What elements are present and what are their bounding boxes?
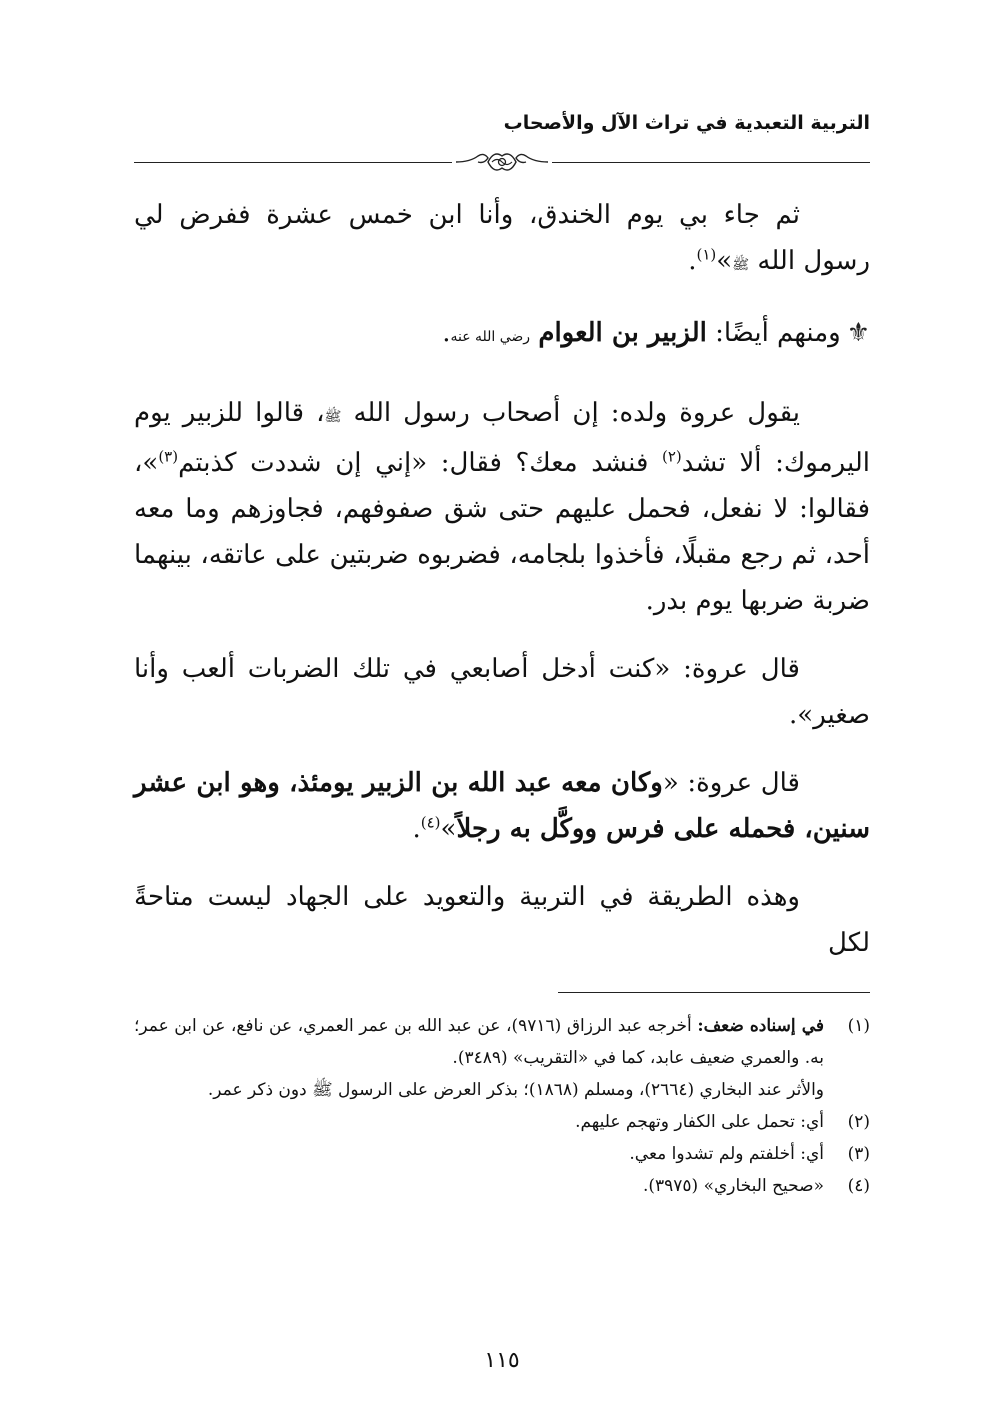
running-header: التربية التعبدية في تراث الآل والأصحاب [503, 112, 870, 134]
paragraph-4: قال عروة: «وكان معه عبد الله بن الزبير يومئذ، وهو ابن عشر سنين، فحمله على فرس ووكَّل به رجلاً»$^{(٤)}$. [134, 768, 870, 844]
paragraph-1: ثم جاء بي يوم الخندق، وأنا ابن خمس عشرة ففرض لي رسول الله ﷺ»$^{(١)}$. [134, 200, 870, 276]
main-text [134, 192, 870, 988]
footnote-bold-label: في إسناده ضعف: [697, 1016, 824, 1036]
ornament-icon [452, 146, 552, 178]
paragraph-2: يقول عروة ولده: إن أصحاب رسول الله ﷺ، قالوا للزبير يوم اليرموك: ألا تشد$^{(٢)}$ فنشد معك؟ فقال: «إني إن شددت كذبتم$^{(٣)}$»، فقالوا: لا نفعل، فحمل عليهم حتى شق صفوفهم، فجاوزهم وما معه أحد، ثم رجع مقبلًا، فأخذوا بلجامه، فضربوه ضربتين على عاتقه، بينهما ضربة ضربها يوم بدر. [134, 398, 870, 616]
fleur-de-lis-icon: ⚜ [846, 318, 870, 348]
footnote-number: (٢) [847, 1112, 870, 1132]
footnote-3: (٣) أي: أخلفتم ولم تشدوا معي. [134, 1138, 870, 1170]
honorific-icon: رضي الله عنه [450, 329, 531, 345]
paragraph-5: وهذه الطريقة في التربية والتعويد على الجهاد ليست متاحةً لكل [134, 882, 870, 958]
footnote-ref-1[interactable]: (١) [696, 245, 717, 264]
bold-quote: وكان معه عبد الله بن الزبير يومئذ، وهو ابن عشر سنين، فحمله على فرس ووكَّل به رجلاً [134, 768, 870, 844]
footnote-separator [558, 992, 870, 993]
footnote-number: (١) [847, 1016, 870, 1036]
footnote-1: (١) في إسناده ضعف: أخرجه عبد الرزاق (٩٧١٦)، عن عبد الله بن عمر العمري، عن نافع، عن ابن عمر؛ به. والعمري ضعيف عابد، كما في «التقريب» (٣٤٨٩). والأثر عند البخاري (٢٦٦٤)، ومسلم (١٨٦٨)؛ بذكر العرض على الرسول ﷺ دون ذكر عمر. [134, 1010, 870, 1106]
paragraph-3: قال عروة: «كنت أدخل أصابعي في تلك الضربات ألعب وأنا صغير». [134, 654, 870, 730]
footnote-4: (٤) «صحيح البخاري» (٣٩٧٥). [134, 1170, 870, 1202]
page-number: ١١٥ [484, 1348, 520, 1373]
section-heading: ⚜ومنهم أيضًا: الزبير بن العوام رضي الله عنه. [442, 318, 870, 348]
footnote-number: (٣) [847, 1144, 870, 1164]
footnote-ref-3[interactable]: (٣) [158, 447, 179, 466]
footnote-ref-4[interactable]: (٤) [420, 813, 441, 832]
honorific-icon: ﷺ [324, 409, 342, 425]
footnotes [134, 1010, 870, 1202]
footnote-2: (٢) أي: تحمل على الكفار وتهجم عليهم. [134, 1106, 870, 1138]
footnote-ref-2[interactable]: (٢) [662, 447, 682, 466]
footnote-number: (٤) [847, 1176, 870, 1196]
companion-name: الزبير بن العوام [538, 318, 707, 348]
honorific-icon: ﷺ [732, 257, 750, 273]
